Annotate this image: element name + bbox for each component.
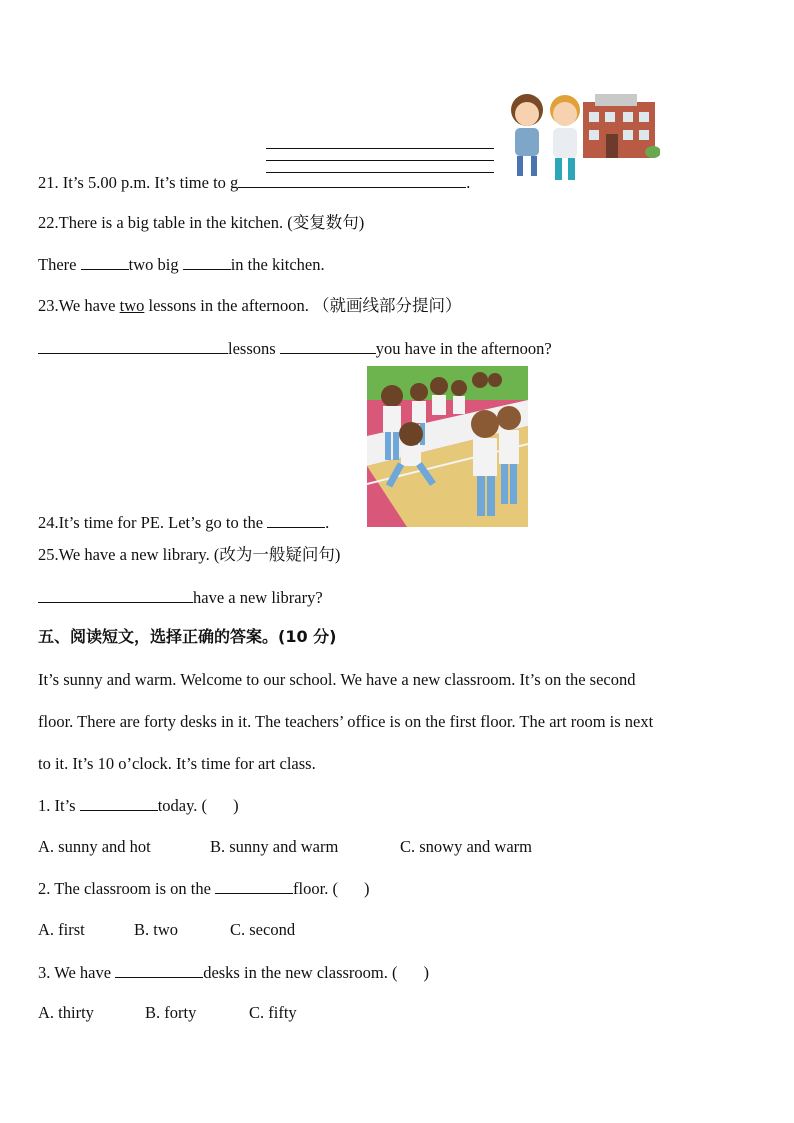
question-25-answer: have a new library? [38, 587, 323, 608]
reading-question-2-options [38, 920, 295, 940]
question-23: 23.We have two lessons in the afternoon. （就画线部分提问） [38, 296, 462, 315]
blank[interactable] [81, 254, 129, 270]
answer-bracket-space[interactable] [338, 879, 364, 894]
blank[interactable] [115, 962, 203, 978]
question-25: 25.We have a new library. (改为一般疑问句) [38, 545, 341, 564]
reading-question-1-options [38, 837, 532, 857]
question-21: 21. It’s 5.00 p.m. It’s time to g . [38, 173, 471, 192]
answer-line [266, 149, 494, 161]
option-c[interactable]: C. fifty [249, 1003, 297, 1022]
blank[interactable] [38, 338, 228, 354]
passage-line: It’s sunny and warm. Welcome to our school. We have a new classroom. It’s on the second [38, 670, 636, 689]
blank[interactable] [238, 172, 466, 188]
blank[interactable] [38, 587, 193, 603]
blank[interactable] [215, 878, 293, 894]
kids-school-picture [505, 90, 660, 185]
answer-line [266, 137, 494, 149]
blank[interactable] [267, 512, 325, 528]
option-a[interactable]: A. first [38, 920, 85, 939]
reading-question-1: 1. It’s today. ( ) [38, 796, 239, 815]
blank[interactable] [280, 338, 376, 354]
passage-line: to it. It’s 10 o’clock. It’s time for art class. [38, 754, 316, 773]
reading-question-2: 2. The classroom is on the floor. ( ) [38, 879, 370, 898]
passage-line: floor. There are forty desks in it. The teachers’ office is on the first floor. The art room is next [38, 712, 654, 731]
option-c[interactable]: C. snowy and warm [400, 837, 532, 856]
pe-playground-picture [367, 366, 528, 527]
question-22-answer: There two big in the kitchen. [38, 255, 325, 274]
question-23-answer: lessons you have in the afternoon? [38, 338, 552, 359]
option-a[interactable]: A. sunny and hot [38, 837, 151, 856]
question-24: 24.It’s time for PE. Let’s go to the . [38, 513, 330, 532]
option-b[interactable]: B. forty [145, 1003, 197, 1022]
answer-bracket-space[interactable] [397, 963, 423, 978]
reading-question-3-options [38, 1003, 297, 1023]
underlined-word: two [119, 296, 145, 315]
reading-question-3: 3. We have desks in the new classroom. ( ) [38, 963, 429, 982]
blank[interactable] [183, 254, 231, 270]
answer-bracket-space[interactable] [207, 796, 233, 811]
blank[interactable] [80, 795, 158, 811]
option-b[interactable]: B. sunny and warm [210, 837, 339, 856]
answer-lines-stack [266, 137, 494, 173]
option-b[interactable]: B. two [134, 920, 179, 939]
section-5-title: 五、阅读短文，选择正确的答案。(10 分) [38, 627, 337, 646]
question-22: 22.There is a big table in the kitchen. (变复数句) [38, 213, 365, 232]
option-c[interactable]: C. second [230, 920, 296, 939]
option-a[interactable]: A. thirty [38, 1003, 94, 1022]
